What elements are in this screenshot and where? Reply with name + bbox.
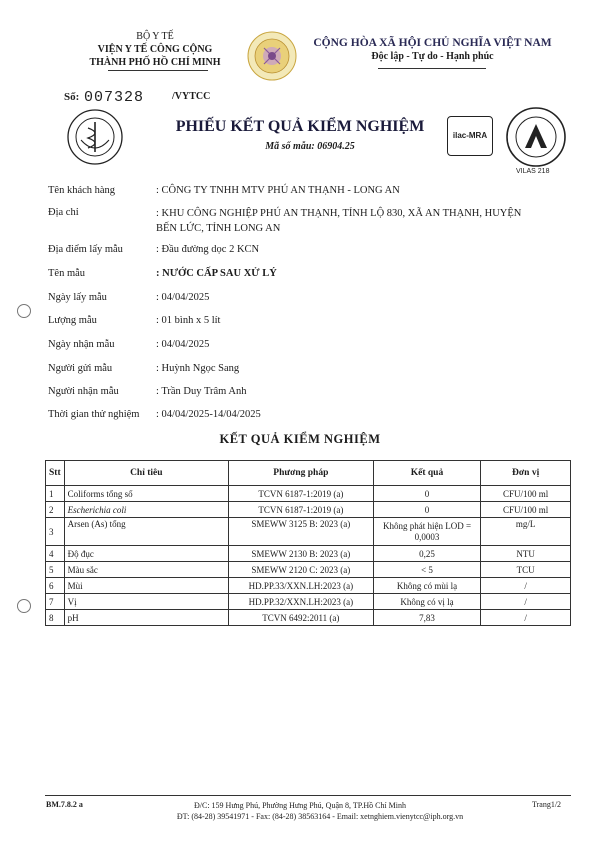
results-title: KẾT QUẢ KIỂM NGHIỆM [219, 432, 381, 446]
institute-name: VIỆN Y TẾ CÔNG CỘNG [97, 44, 213, 55]
header-underline [108, 70, 208, 71]
results-table [45, 460, 571, 626]
info-label: Địa điểm lấy mẫu [48, 244, 123, 255]
row-stt: 3 [46, 518, 65, 546]
table-row [46, 518, 571, 546]
row-method: TCVN 6492:2011 (a) [228, 610, 373, 626]
info-row-sampling-date [48, 291, 541, 305]
official-seal-icon [246, 28, 298, 84]
row-unit: / [481, 610, 571, 626]
info-value: : Đầu đường dọc 2 KCN [156, 244, 260, 255]
page-number: Trang1/2 [532, 800, 562, 809]
form-code: BM.7.8.2 a [46, 800, 83, 809]
info-value: : 04/04/2025-14/04/2025 [156, 409, 261, 420]
institute-header [60, 30, 250, 69]
institute-logo-icon [66, 108, 124, 166]
row-result: Không phát hiện LOD = 0,0003 [373, 518, 481, 546]
row-indicator: Vị [64, 594, 228, 610]
table-row [46, 578, 571, 594]
row-indicator: Màu sắc [64, 562, 228, 578]
info-value: : NƯỚC CẤP SAU XỬ LÝ [156, 268, 277, 279]
info-label: Người nhận mẫu [48, 386, 119, 397]
punch-hole [17, 304, 31, 318]
info-row-test-period [48, 408, 541, 422]
row-stt: 6 [46, 578, 65, 594]
footer-contact: ĐT: (84-28) 39541971 - Fax: (84-28) 38563164 - Email: xetnghiem.vienytcc@iph.org.vn [176, 812, 464, 821]
row-stt: 2 [46, 502, 65, 518]
footer-divider [45, 795, 571, 796]
doc-number: 007328 [84, 89, 145, 106]
row-indicator: Mùi [64, 578, 228, 594]
table-row [46, 562, 571, 578]
info-label: Lượng mẫu [48, 315, 97, 326]
info-row-receiver [48, 385, 541, 399]
col-header-unit: Đơn vị [481, 461, 571, 486]
table-row [46, 594, 571, 610]
row-stt: 8 [46, 610, 65, 626]
info-label: Thời gian thử nghiệm [48, 409, 140, 420]
sample-code: Mã số mẫu: 06904.25 [265, 141, 355, 152]
vilas-logo-icon [505, 106, 567, 168]
info-row-address [48, 206, 541, 234]
info-row-received-date [48, 338, 541, 352]
info-row-location [48, 243, 541, 257]
info-value: : KHU CÔNG NGHIỆP PHÚ AN THẠNH, TỈNH LỘ 830, XÃ AN THẠNH, HUYỆN BẾN LỨC, TỈNH LONG AN [156, 208, 522, 234]
row-stt: 1 [46, 486, 65, 502]
row-stt: 7 [46, 594, 65, 610]
row-method: TCVN 6187-1:2019 (a) [228, 486, 373, 502]
punch-hole [17, 599, 31, 613]
row-method: SMEWW 2120 C: 2023 (a) [228, 562, 373, 578]
info-label: Địa chỉ [48, 207, 79, 218]
row-result: 0,25 [373, 546, 481, 562]
row-method: SMEWW 2130 B: 2023 (a) [228, 546, 373, 562]
row-unit: TCU [481, 562, 571, 578]
row-result: Không có mùi lạ [373, 578, 481, 594]
row-indicator: Coliforms tổng số [64, 486, 228, 502]
info-value: : CÔNG TY TNHH MTV PHÚ AN THẠNH - LONG AN [156, 185, 400, 196]
row-stt: 4 [46, 546, 65, 562]
info-label: Tên khách hàng [48, 185, 116, 196]
national-motto: Độc lập - Tự do - Hạnh phúc [371, 51, 494, 62]
info-value: : 01 bình x 5 lít [156, 315, 221, 326]
info-value: : Trần Duy Trâm Anh [156, 386, 247, 397]
doc-number-label: Số: [64, 91, 80, 103]
republic-name: CỘNG HÒA XÃ HỘI CHỦ NGHĨA VIỆT NAM [313, 37, 552, 49]
row-indicator: pH [64, 610, 228, 626]
row-result: 0 [373, 502, 481, 518]
row-method: TCVN 6187-1:2019 (a) [228, 502, 373, 518]
info-row-customer [48, 184, 541, 198]
info-value: : 04/04/2025 [156, 339, 210, 350]
info-label: Tên mẫu [48, 268, 86, 279]
row-indicator: Escherichia coli [64, 502, 228, 518]
info-row-quantity [48, 314, 541, 328]
row-unit: NTU [481, 546, 571, 562]
row-method: HD.PP.33/XXN.LH:2023 (a) [228, 578, 373, 594]
row-result: 7,83 [373, 610, 481, 626]
row-unit: CFU/100 ml [481, 486, 571, 502]
row-result: Không có vị lạ [373, 594, 481, 610]
row-unit: / [481, 578, 571, 594]
row-method: SMEWW 3125 B: 2023 (a) [228, 518, 373, 546]
info-label: Người gửi mẫu [48, 363, 113, 374]
col-header-stt: Stt [46, 461, 65, 486]
row-unit: mg/L [481, 518, 571, 546]
info-value: : Huỳnh Ngọc Sang [156, 363, 240, 374]
ilac-mra-logo: ilac-MRA [447, 116, 493, 156]
info-value: : 04/04/2025 [156, 292, 210, 303]
table-row [46, 502, 571, 518]
info-label: Ngày lấy mẫu [48, 292, 107, 303]
report-title: PHIẾU KẾT QUẢ KIỂM NGHIỆM [175, 118, 425, 135]
table-header-row [46, 461, 571, 486]
institute-city: THÀNH PHỐ HỒ CHÍ MINH [89, 57, 221, 68]
row-result: 0 [373, 486, 481, 502]
row-unit: / [481, 594, 571, 610]
national-header [300, 37, 565, 62]
info-label: Ngày nhận mẫu [48, 339, 115, 350]
col-header-result: Kết quả [373, 461, 481, 486]
col-header-indicator: Chỉ tiêu [64, 461, 228, 486]
col-header-method: Phương pháp [228, 461, 373, 486]
info-row-sample-name [48, 267, 541, 281]
ministry-name: BỘ Y TẾ [136, 31, 174, 42]
row-method: HD.PP.32/XXN.LH:2023 (a) [228, 594, 373, 610]
row-result: < 5 [373, 562, 481, 578]
row-indicator: Độ đục [64, 546, 228, 562]
footer-address: Đ/C: 159 Hưng Phú, Phường Hưng Phú, Quận 8, TP.Hồ Chí Minh [193, 801, 406, 810]
doc-number-suffix: /VYTCC [172, 91, 211, 102]
info-row-sender [48, 362, 541, 376]
motto-underline [378, 68, 486, 69]
row-indicator: Arsen (As) tổng [64, 518, 228, 546]
vilas-number: VILAS 218 [516, 168, 550, 175]
table-row [46, 486, 571, 502]
table-row [46, 610, 571, 626]
table-row [46, 546, 571, 562]
row-unit: CFU/100 ml [481, 502, 571, 518]
row-stt: 5 [46, 562, 65, 578]
